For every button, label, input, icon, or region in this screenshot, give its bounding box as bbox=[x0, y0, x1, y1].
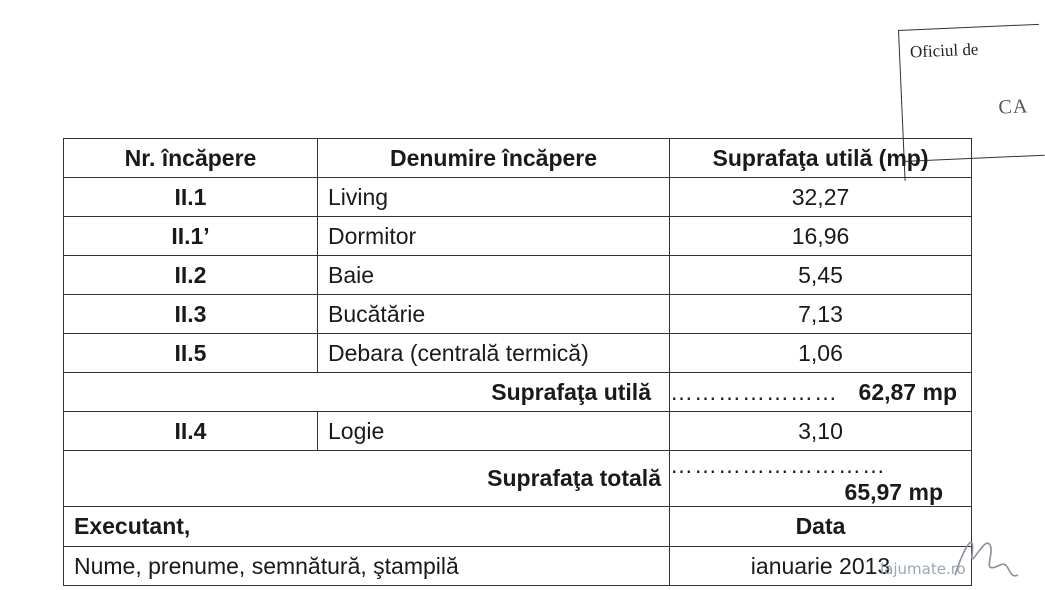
rooms-surface-table bbox=[63, 138, 972, 586]
table-header-row bbox=[64, 139, 972, 178]
room-number: II.4 bbox=[64, 412, 318, 451]
data-label: Data bbox=[670, 507, 972, 547]
subtotal-value: 62,87 mp bbox=[858, 378, 957, 405]
room-name: Debara (centrală termică) bbox=[318, 334, 670, 373]
room-number: II.2 bbox=[64, 256, 318, 295]
subtotal-value-cell bbox=[670, 373, 972, 412]
total-dots: ……………………… bbox=[670, 451, 886, 478]
room-area: 16,96 bbox=[670, 217, 972, 256]
subtotal-label: Suprafaţa utilă bbox=[491, 378, 651, 405]
subtotal-label-cell bbox=[318, 373, 670, 412]
room-number: II.5 bbox=[64, 334, 318, 373]
subtotal-dots: ………………… bbox=[670, 378, 838, 405]
room-area: 3,10 bbox=[670, 412, 972, 451]
subtotal-row bbox=[64, 373, 972, 412]
stamp-text-office: Oficiul de bbox=[909, 39, 979, 62]
executant-fields-label: Nume, prenume, semnătură, ştampilă bbox=[64, 547, 670, 586]
executant-header-row bbox=[64, 507, 972, 547]
table-row bbox=[64, 178, 972, 217]
executant-label: Executant, bbox=[64, 507, 670, 547]
table-row bbox=[64, 412, 972, 451]
total-value: 65,97 mp bbox=[844, 478, 943, 505]
header-useful-area: Suprafaţa utilă (mp) bbox=[670, 139, 972, 178]
room-name: Living bbox=[318, 178, 670, 217]
room-number: II.3 bbox=[64, 295, 318, 334]
table-row bbox=[64, 217, 972, 256]
room-area: 7,13 bbox=[670, 295, 972, 334]
room-name: Logie bbox=[318, 412, 670, 451]
total-row bbox=[64, 451, 972, 507]
room-area: 5,45 bbox=[670, 256, 972, 295]
table-row bbox=[64, 334, 972, 373]
header-room-name: Denumire încăpere bbox=[318, 139, 670, 178]
total-label: Suprafaţa totală bbox=[487, 465, 661, 491]
room-name: Dormitor bbox=[318, 217, 670, 256]
total-label-cell bbox=[318, 451, 670, 507]
table-row bbox=[64, 256, 972, 295]
room-number: II.1’ bbox=[64, 217, 318, 256]
total-value-cell bbox=[670, 451, 972, 507]
room-name: Baie bbox=[318, 256, 670, 295]
room-name: Bucătărie bbox=[318, 295, 670, 334]
room-number: II.1 bbox=[64, 178, 318, 217]
date-value: ianuarie 2013 bbox=[670, 547, 972, 586]
header-room-number: Nr. încăpere bbox=[64, 139, 318, 178]
executant-fields-row bbox=[64, 547, 972, 586]
stamp-text-ca: CA bbox=[998, 95, 1029, 119]
room-area: 1,06 bbox=[670, 334, 972, 373]
table-row bbox=[64, 295, 972, 334]
site-watermark: lajumate.ro bbox=[880, 560, 966, 578]
room-area: 32,27 bbox=[670, 178, 972, 217]
